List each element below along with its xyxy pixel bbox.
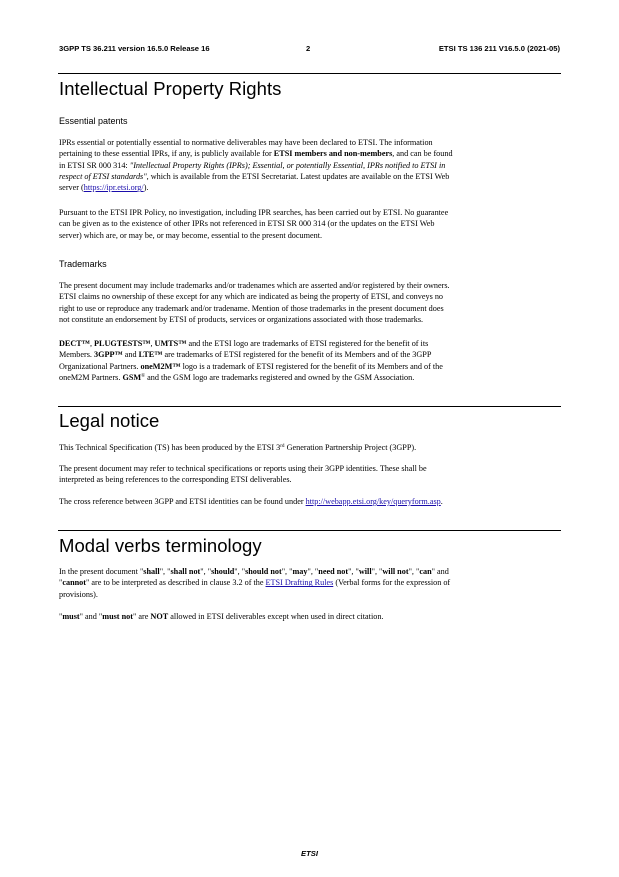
queryform-link[interactable]: http://webapp.etsi.org/key/queryform.asp <box>305 497 441 506</box>
section-divider <box>58 530 561 531</box>
paragraph-trademarks-list: DECT™, PLUGTESTS™, UMTS™ and the ETSI logo are trademarks of ETSI registered for the benefit of its Members. 3GPP™ and LTE™ are trademarks of ETSI registered for the benefit of its Members and of the 3GPP Organizational Partners. oneM2M™ logo is a trademark of ETSI registered for the benefit of its Members and of the oneM2M Partners. GSM® and the GSM logo are trademarks registered and owned by the GSM Association. <box>59 339 443 382</box>
section-title-legal: Legal notice <box>59 410 160 431</box>
drafting-rules-link[interactable]: ETSI Drafting Rules <box>265 578 334 588</box>
header-spec-version: 3GPP TS 36.211 version 16.5.0 Release 16 <box>59 44 210 53</box>
section-divider <box>58 406 561 407</box>
footer-etsi: ETSI <box>301 849 318 858</box>
paragraph-legal-references: The present document may refer to technical specifications or reports using their 3GPP identities. These shall be interpreted as being references to the corresponding ETSI deliverables. <box>59 464 427 485</box>
section-title-modal-verbs: Modal verbs terminology <box>59 535 262 556</box>
section-divider <box>58 73 561 74</box>
section-title-ipr: Intellectual Property Rights <box>59 78 282 99</box>
subheading-trademarks: Trademarks <box>59 259 107 269</box>
paragraph-ipr-essential: IPRs essential or potentially essential to normative deliverables may have been declared to ETSI. The information pertaining to these essential IPRs, if any, is publicly available for ETSI members and non-members, and can be found in ETSI SR 000 314: "Intellectual Property Rights (IPRs); Essential, or potentially Essential, IPRs notified to ETSI in respect of ETSI standards", which is available from the ETSI Secretariat. Latest updates are available on the ETSI Web server (https://ipr.etsi.org/). <box>59 138 453 193</box>
paragraph-legal-produced: This Technical Specification (TS) has been produced by the ETSI 3rd Generation Partnership Project (3GPP). <box>59 443 417 452</box>
subheading-essential-patents: Essential patents <box>59 116 128 126</box>
paragraph-legal-cross-reference: The cross reference between 3GPP and ETSI identities can be found under http://webapp.etsi.org/key/queryform.asp. <box>59 497 443 506</box>
paragraph-must: "must" and "must not" are NOT allowed in ETSI deliverables except when used in direct citation. <box>59 612 384 621</box>
paragraph-ipr-policy: Pursuant to the ETSI IPR Policy, no investigation, including IPR searches, has been carried out by ETSI. No guarantee can be given as to the existence of other IPRs not referenced in ETSI SR 000 314 (or the updates on the ETSI Web server) which are, or may be, or may become, essential to the present document. <box>59 208 449 240</box>
paragraph-trademarks-intro: The present document may include trademarks and/or tradenames which are asserted and/or registered by their owners. ETSI claims no ownership of these except for any which are indicated as being the property of ETSI, and conveys no right to use or reproduce any trademark and/or tradename. Mention of those trademarks in the present document does not constitute an endorsement by ETSI of products, services or organizations associated with those trademarks. <box>59 281 450 324</box>
header-page-number: 2 <box>306 44 311 53</box>
paragraph-modal-verbs: In the present document "shall", "shall not", "should", "should not", "may", "need not", "will", "will not", "can" and "cannot" are to be interpreted as described in clause 3.2 of the ETSI Drafting Rules (Verbal forms for the expression of provisions). <box>59 567 451 599</box>
header-etsi-ref: ETSI TS 136 211 V16.5.0 (2021-05) <box>438 44 560 53</box>
ipr-etsi-link[interactable]: https://ipr.etsi.org/ <box>83 183 144 193</box>
